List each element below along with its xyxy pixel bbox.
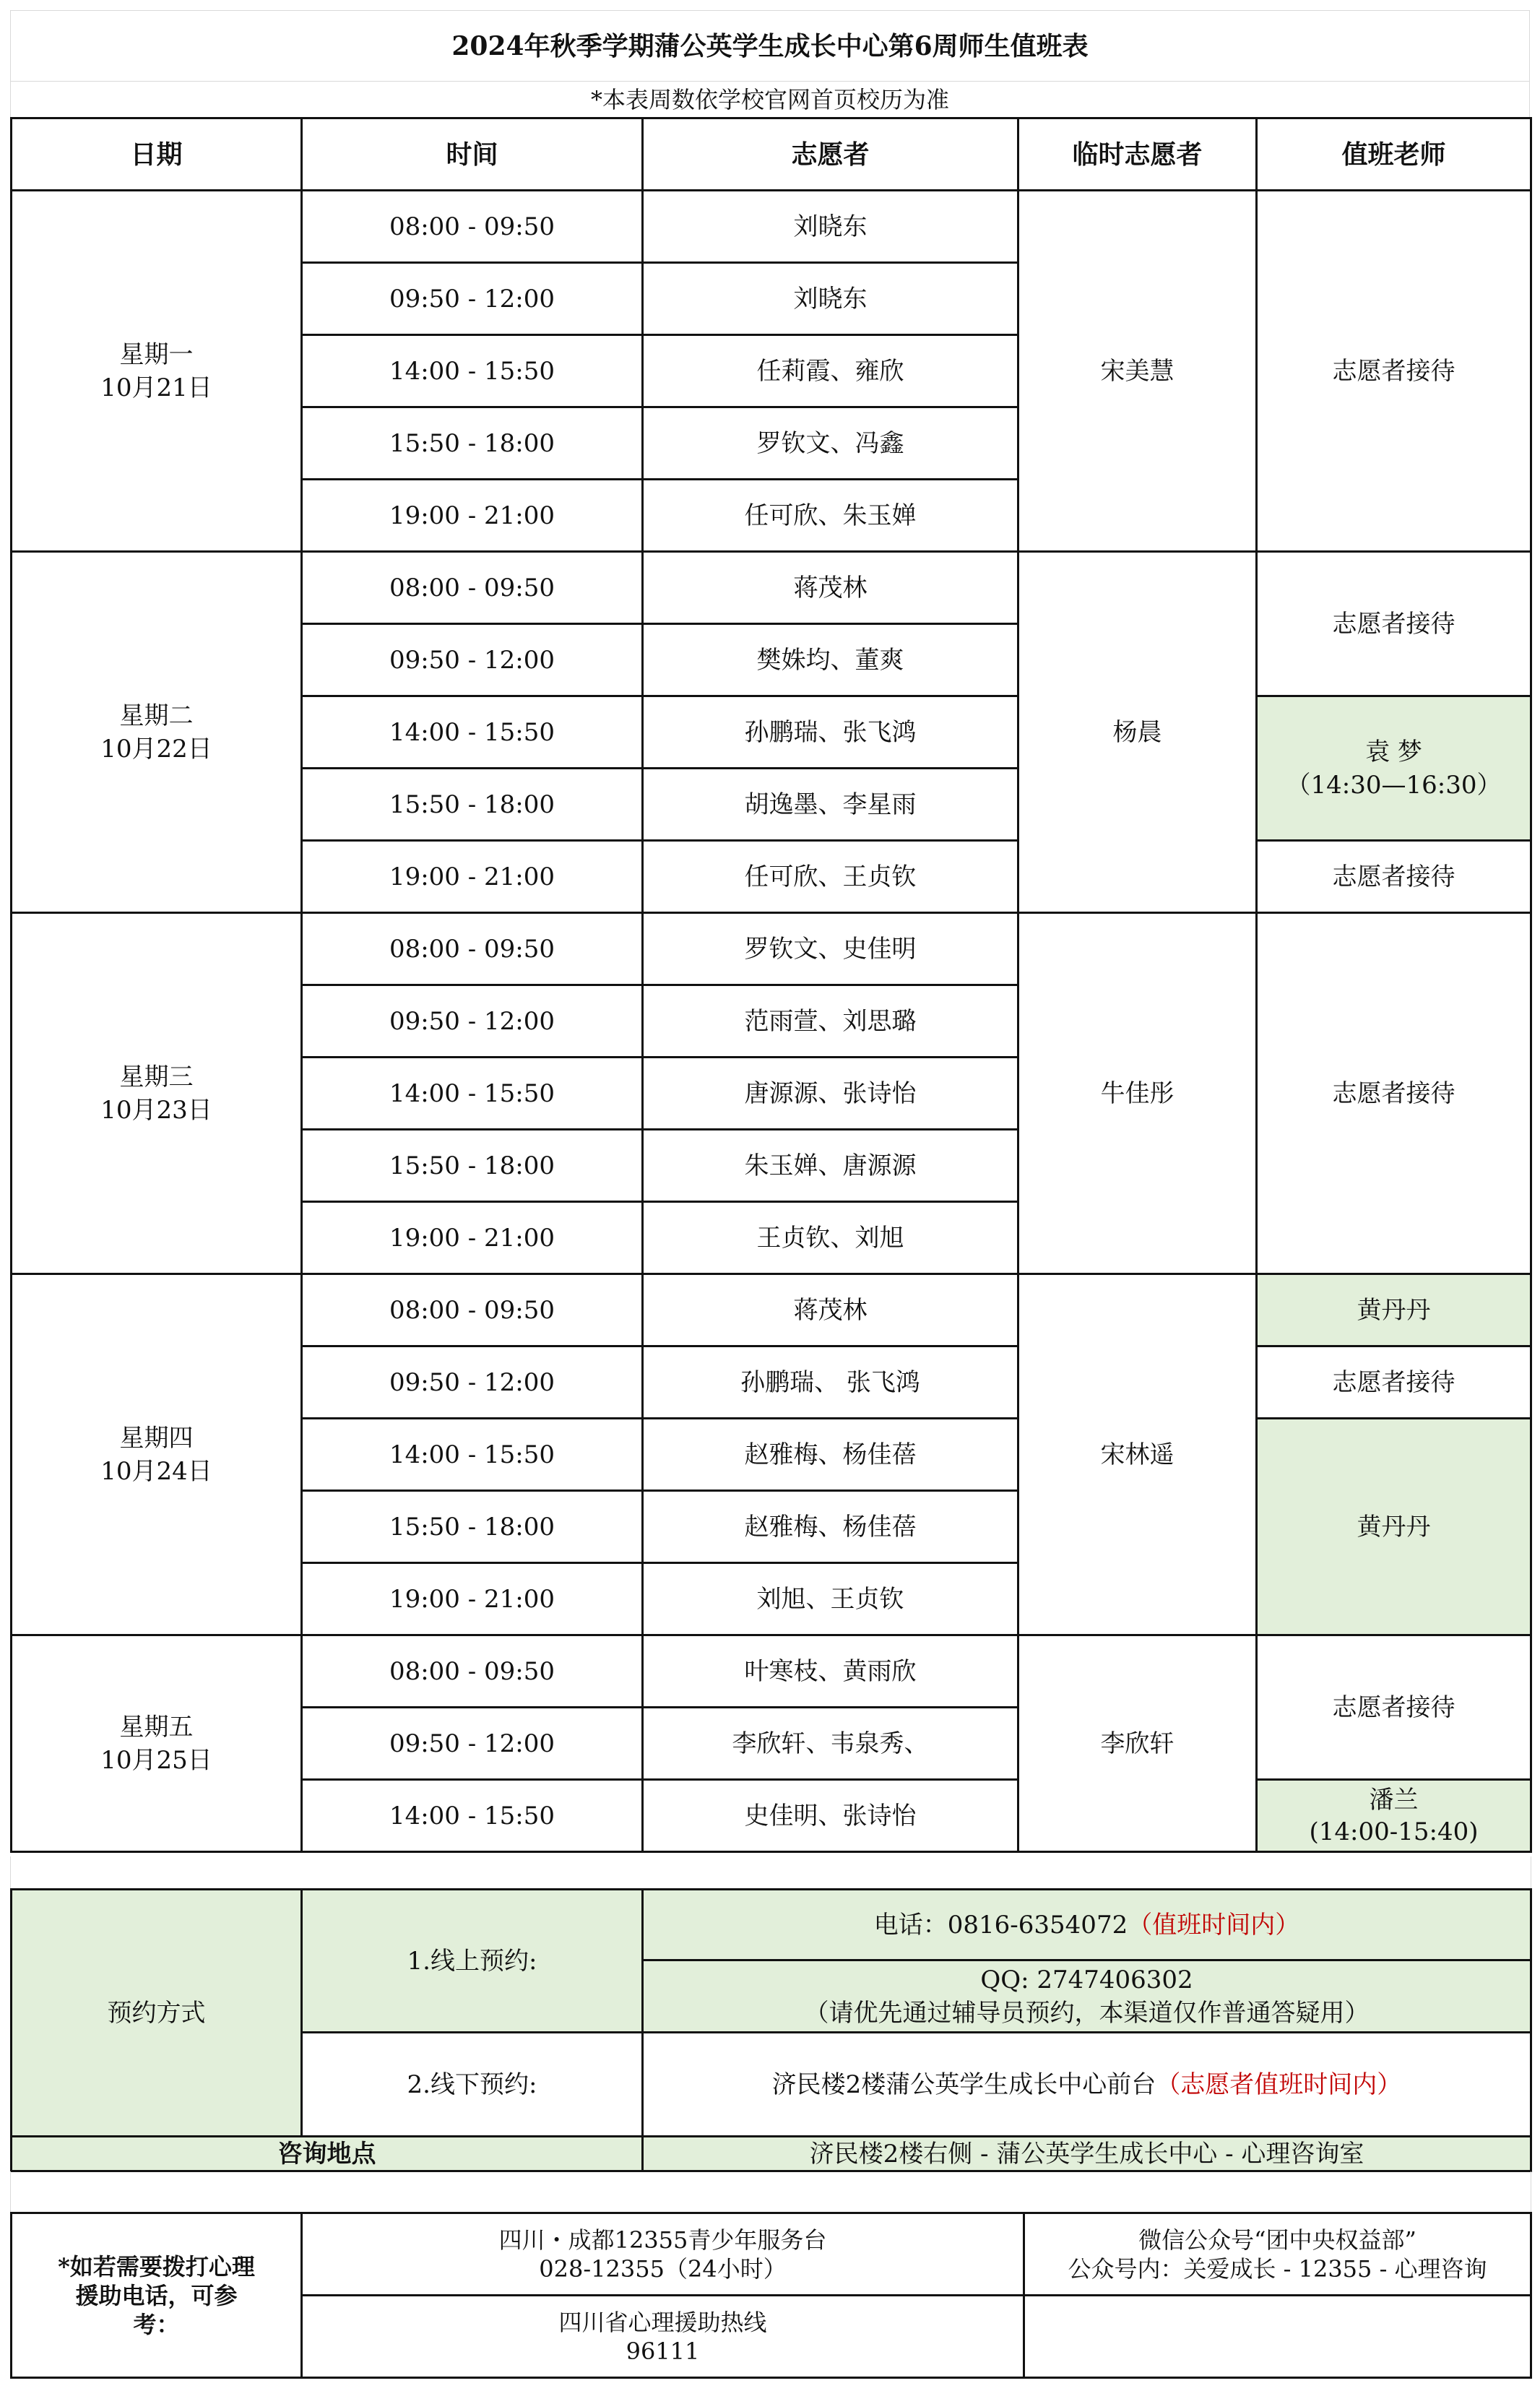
- volunteer-cell: 蒋茂林: [643, 1274, 1018, 1346]
- volunteer-cell: 范雨萱、刘思璐: [643, 985, 1018, 1058]
- table-row: [12, 2213, 1531, 2296]
- day-date: 10月24日: [100, 1456, 212, 1486]
- header-date: 日期: [12, 118, 302, 191]
- temp-volunteer-cell: 李欣轩: [1018, 1635, 1257, 1852]
- time-cell: 14:00 - 15:50: [302, 335, 643, 407]
- header-volunteer: 志愿者: [643, 118, 1018, 191]
- volunteer-cell: 刘晓东: [643, 191, 1018, 263]
- temp-volunteer-cell: 宋林遥: [1018, 1274, 1257, 1635]
- offline-text: 济民楼2楼蒲公英学生成长中心前台: [771, 2070, 1156, 2099]
- spacer: [10, 1856, 1531, 1888]
- teacher-cell-highlight: [1257, 1780, 1531, 1852]
- wechat-cell: [1024, 2213, 1531, 2296]
- volunteer-cell: 李欣轩、韦泉秀、: [643, 1708, 1018, 1780]
- hotline-label: *如若需要拨打心理援助电话，可参考：: [12, 2213, 302, 2378]
- time-cell: 19:00 - 21:00: [302, 1563, 643, 1635]
- table-row: [12, 1635, 1531, 1708]
- volunteer-cell: 孙鹏瑞、张飞鸿: [643, 696, 1018, 769]
- time-cell: 14:00 - 15:50: [302, 696, 643, 769]
- location-label: 咨询地点: [12, 2137, 643, 2171]
- table-row: [12, 552, 1531, 624]
- time-cell: 19:00 - 21:00: [302, 1202, 643, 1274]
- teacher-hours: (14:00-15:40): [1309, 1817, 1479, 1846]
- teacher-hours: （14:30—16:30）: [1286, 770, 1502, 800]
- teacher-cell: 志愿者接待: [1257, 552, 1531, 696]
- table-row: [12, 1274, 1531, 1346]
- temp-volunteer-cell: 宋美慧: [1018, 191, 1257, 552]
- spacer: [10, 2171, 1531, 2212]
- title-block: [10, 10, 1530, 118]
- time-cell: 15:50 - 18:00: [302, 1130, 643, 1202]
- location-cell: 济民楼2楼右侧 - 蒲公英学生成长中心 - 心理咨询室: [643, 2137, 1531, 2171]
- table-row: [12, 1890, 1531, 1960]
- hotline-table: [10, 2212, 1532, 2379]
- day-name: 星期四: [119, 1423, 194, 1453]
- volunteer-cell: 叶寒枝、黄雨欣: [643, 1635, 1018, 1708]
- time-cell: 08:00 - 09:50: [302, 191, 643, 263]
- phone-text: 电话：0816-6354072: [873, 1910, 1128, 1940]
- hotline-12355-number: 028-12355（24小时）: [539, 2254, 787, 2283]
- day-name: 星期五: [119, 1712, 194, 1742]
- volunteer-cell: 王贞钦、刘旭: [643, 1202, 1018, 1274]
- volunteer-cell: 刘晓东: [643, 263, 1018, 335]
- day-name: 星期一: [119, 340, 194, 369]
- table-row: [12, 2137, 1531, 2171]
- header-row: [12, 118, 1531, 191]
- day-name: 星期二: [119, 701, 194, 730]
- time-cell: 08:00 - 09:50: [302, 1635, 643, 1708]
- time-cell: 15:50 - 18:00: [302, 769, 643, 841]
- wechat-path: 公众号内：关爱成长 - 12355 - 心理咨询: [1068, 2254, 1487, 2283]
- teacher-cell: 志愿者接待: [1257, 1346, 1531, 1419]
- day-cell-tuesday: [12, 552, 302, 913]
- volunteer-cell: 任莉霞、雍欣: [643, 335, 1018, 407]
- temp-volunteer-cell: 杨晨: [1018, 552, 1257, 913]
- province-hotline-number: 96111: [626, 2337, 700, 2365]
- table-row: [12, 913, 1531, 985]
- day-cell-wednesday: [12, 913, 302, 1274]
- wechat-name: 微信公众号“团中央权益部”: [1138, 2226, 1416, 2254]
- teacher-cell: 志愿者接待: [1257, 1635, 1531, 1780]
- time-cell: 19:00 - 21:00: [302, 841, 643, 913]
- day-date: 10月21日: [100, 373, 212, 402]
- phone-cell: [643, 1890, 1531, 1960]
- offline-booking-label: 2.线下预约:: [302, 2033, 643, 2137]
- time-cell: 14:00 - 15:50: [302, 1780, 643, 1852]
- volunteer-cell: 胡逸墨、李星雨: [643, 769, 1018, 841]
- header-time: 时间: [302, 118, 643, 191]
- qq-note: （请优先通过辅导员预约，本渠道仅作普通答疑用）: [804, 1998, 1370, 2028]
- booking-table: [10, 1888, 1532, 2172]
- volunteer-cell: 樊姝均、董爽: [643, 624, 1018, 696]
- time-cell: 08:00 - 09:50: [302, 913, 643, 985]
- teacher-cell: 志愿者接待: [1257, 913, 1531, 1274]
- time-cell: 15:50 - 18:00: [302, 1491, 643, 1563]
- volunteer-cell: 朱玉婵、唐源源: [643, 1130, 1018, 1202]
- empty-cell: [1024, 2296, 1531, 2378]
- time-cell: 09:50 - 12:00: [302, 1346, 643, 1419]
- day-date: 10月22日: [100, 734, 212, 764]
- volunteer-cell: 赵雅梅、杨佳蓓: [643, 1419, 1018, 1491]
- time-cell: 14:00 - 15:50: [302, 1058, 643, 1130]
- phone-note: （值班时间内）: [1128, 1910, 1300, 1940]
- time-cell: 09:50 - 12:00: [302, 263, 643, 335]
- time-cell: 09:50 - 12:00: [302, 624, 643, 696]
- time-cell: 09:50 - 12:00: [302, 1708, 643, 1780]
- volunteer-cell: 史佳明、张诗怡: [643, 1780, 1018, 1852]
- teacher-name: 潘兰: [1369, 1785, 1419, 1815]
- day-cell-friday: [12, 1635, 302, 1852]
- teacher-name: 袁 梦: [1365, 737, 1422, 766]
- volunteer-cell: 罗钦文、史佳明: [643, 913, 1018, 985]
- day-date: 10月23日: [100, 1095, 212, 1125]
- hotline-12355-name: 四川・成都12355青少年服务台: [498, 2226, 827, 2254]
- day-cell-monday: [12, 191, 302, 552]
- teacher-cell-highlight: 黄丹丹: [1257, 1419, 1531, 1635]
- province-hotline-cell: [302, 2296, 1024, 2378]
- volunteer-cell: 任可欣、王贞钦: [643, 841, 1018, 913]
- day-cell-thursday: [12, 1274, 302, 1635]
- time-cell: 09:50 - 12:00: [302, 985, 643, 1058]
- teacher-cell: 志愿者接待: [1257, 191, 1531, 552]
- time-cell: 15:50 - 18:00: [302, 407, 643, 480]
- teacher-cell-highlight: [1257, 696, 1531, 841]
- qq-text: QQ: 2747406302: [980, 1965, 1193, 1994]
- header-temp-volunteer: 临时志愿者: [1018, 118, 1257, 191]
- volunteer-cell: 蒋茂林: [643, 552, 1018, 624]
- teacher-cell-highlight: 黄丹丹: [1257, 1274, 1531, 1346]
- header-teacher: 值班老师: [1257, 118, 1531, 191]
- page-title: 2024年秋季学期蒲公英学生成长中心第6周师生值班表: [11, 11, 1530, 82]
- day-name: 星期三: [119, 1062, 194, 1091]
- qq-cell: [643, 1960, 1531, 2033]
- volunteer-cell: 罗钦文、冯鑫: [643, 407, 1018, 480]
- offline-note: （志愿者值班时间内）: [1156, 2070, 1402, 2099]
- volunteer-cell: 赵雅梅、杨佳蓓: [643, 1491, 1018, 1563]
- time-cell: 14:00 - 15:50: [302, 1419, 643, 1491]
- offline-cell: [643, 2033, 1531, 2137]
- schedule-table: [10, 117, 1532, 1853]
- teacher-cell: 志愿者接待: [1257, 841, 1531, 913]
- time-cell: 08:00 - 09:50: [302, 1274, 643, 1346]
- time-cell: 08:00 - 09:50: [302, 552, 643, 624]
- volunteer-cell: 孙鹏瑞、 张飞鸿: [643, 1346, 1018, 1419]
- day-date: 10月25日: [100, 1745, 212, 1775]
- online-booking-label: 1.线上预约:: [302, 1890, 643, 2033]
- booking-label: 预约方式: [12, 1890, 302, 2137]
- hotline-12355-cell: [302, 2213, 1024, 2296]
- temp-volunteer-cell: 牛佳彤: [1018, 913, 1257, 1274]
- province-hotline-name: 四川省心理援助热线: [558, 2308, 767, 2336]
- volunteer-cell: 刘旭、王贞钦: [643, 1563, 1018, 1635]
- volunteer-cell: 唐源源、张诗怡: [643, 1058, 1018, 1130]
- time-cell: 19:00 - 21:00: [302, 480, 643, 552]
- table-row: [12, 191, 1531, 263]
- calendar-note: *本表周数依学校官网首页校历为准: [11, 82, 1530, 118]
- volunteer-cell: 任可欣、朱玉婵: [643, 480, 1018, 552]
